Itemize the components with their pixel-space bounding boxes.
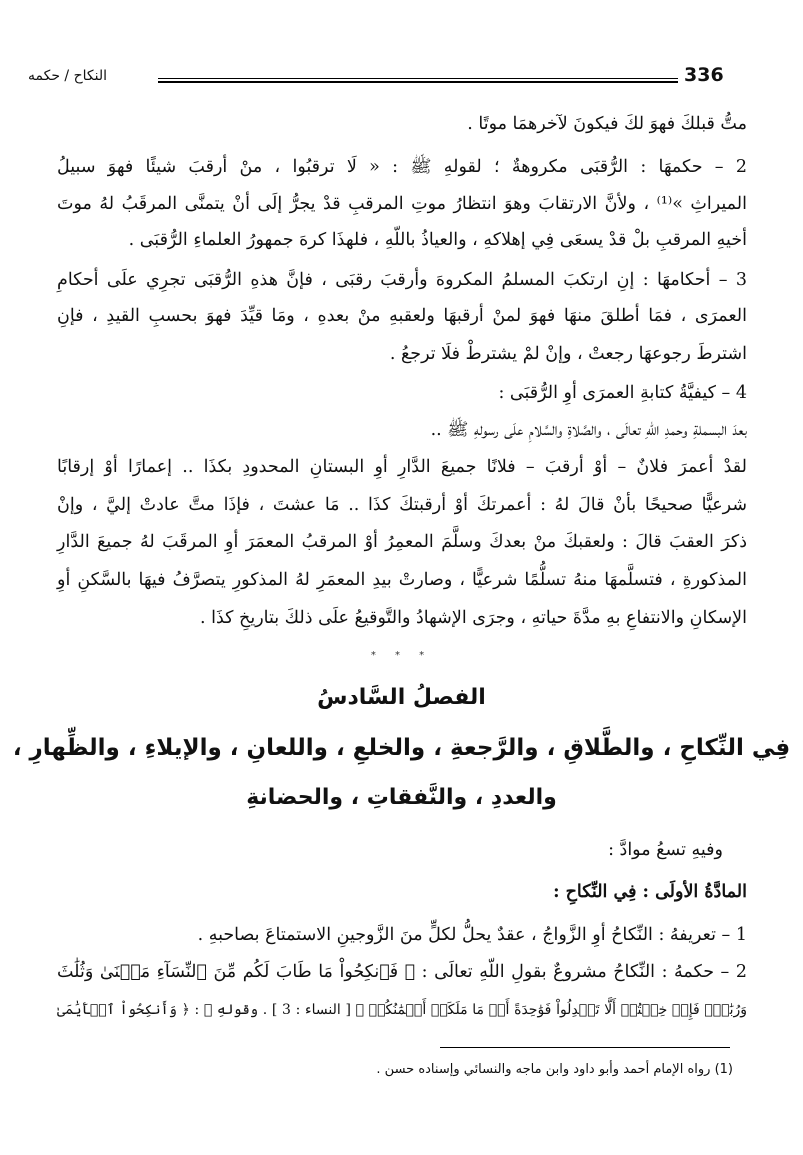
paragraph-line: أخيهِ المرقبِ بلْ قدْ يسعَى فِي إهلاكهِ ، والعياذُ باللّهِ ، فلهذَا كرهَ جمهورُ العلماءِ الرُّقبَى . (128, 230, 747, 250)
footnote-rule (440, 1047, 730, 1048)
paragraph-line: متُّ قبلكَ فهوَ لكَ فيكونَ لآخرهمَا موتًا . (467, 114, 747, 134)
section-separator: * * * (370, 650, 433, 661)
paragraph-line: 2 – حكمهَا : الرُّقبَى مكروهةٌ ؛ لقولهِ ﷺ : « لَا ترقبُوا ، منْ أرقبَ شيئًا فهوَ سبيلُ (57, 157, 747, 177)
chapter-title: الفصلُ السَّادسُ (317, 685, 486, 710)
footnote: (1) رواه الإمام أحمد وأبو داود وابن ماجه والنسائي وإسناده حسن . (376, 1062, 733, 1077)
page-number: 336 (684, 64, 724, 86)
paragraph-line: المذكورةِ ، فتسلَّمهَا منهُ تسلُّمًا شرعيًّا ، وصارتْ بيدِ المعمَرِ لهُ المذكورِ يتصرَّفُ فيهَا بالسَّكنِ أوِ (57, 570, 747, 590)
paragraph-line: 4 – كيفيَّةُ كتابةِ العمرَى أوِ الرُّقبَى : (498, 383, 747, 403)
paragraph-line: ذكرَ العقبَ قالَ : ولعقبكَ منْ بعدكَ وسلَّمَ المعمِرُ أوْ المرقبُ المعمَرَ أوِ المرقَبَ لهُ جميعَ الدَّارِ (57, 532, 747, 552)
paragraph-line: لقدْ أعمرَ فلانٌ – أوْ أرقبَ – فلانًا جميعَ الدَّارِ أوِ البستانِ المحدودِ بكذَا .. إعمارًا أوْ إرقابًا (57, 457, 747, 477)
chapter-subtitle: والعددِ ، والنَّفقاتِ ، والحضانةِ (246, 785, 557, 810)
paragraph-line: وَرُبَٰعَۖ فَإِنۡ خِفۡتُمۡ أَلَّا تَعۡدِلُواْ فَوَٰحِدَةً أَوۡ مَا مَلَكَتۡ أَيۡمَٰنُكُمۡ ﴾ [ النساء : 3 ] . وقولهِ ﷺ : ﴿ وَأَنكِحُواْ ٱلۡأَيَٰمَىٰ (57, 1002, 747, 1018)
paragraph-line: 2 – حكمهُ : النِّكاحُ مشروعٌ بقولِ اللّهِ تعالَى : ﴿ فَٱنكِحُواْ مَا طَابَ لَكُم مِّنَ ٱلنِّسَآءِ مَثۡنَىٰ وَثُلَٰثَ (57, 962, 747, 982)
chapter-subtitle: فِي النِّكاحِ ، والطَّلاقِ ، والرَّجعةِ ، والخلعِ ، واللعانِ ، والإيلاءِ ، والظِّهارِ ، (12, 735, 791, 761)
paragraph-line: بعدَ البسملةِ وحمدِ اللّهِ تعالَى ، والصَّلاةِ والسَّلامِ علَى رسولهِ ﷺ .. (430, 420, 747, 440)
section-intro: وفيهِ تسعُ موادَّ : (608, 840, 723, 860)
paragraph-line: 1 – تعريفهُ : النِّكاحُ أوِ الزَّواجُ ، عقدٌ يحلُّ لكلٍّ منَ الزَّوجينِ الاستمتاعَ بصاحبهِ . (197, 925, 747, 945)
section-heading: المادَّةُ الأولَى : فِي النِّكاحِ : (553, 882, 747, 902)
paragraph-line: العمرَى ، فمَا أطلقَ منهَا فهوَ لمنْ أرقبهَا ولعقبهِ منْ بعدهِ ، ومَا قيِّدَ فهوَ بحسبِ القيدِ ، فإنِ (57, 306, 747, 326)
paragraph-line: 3 – أحكامهَا : إنِ ارتكبَ المسلمُ المكروهَ وأرقبَ رقبَى ، فإنَّ هذهِ الرُّقبَى تجرِي علَى أحكامِ (57, 270, 747, 290)
paragraph-line: شرعيًّا صحيحًا بأنْ قالَ لهُ : أعمرتكَ أوْ أرقبتكَ كذَا .. مَا عشتَ ، فإذَا متَّ عادتْ إليَّ ، وإنْ (57, 495, 747, 515)
header-rule-thick (158, 81, 678, 83)
paragraph-line: الإسكانِ والانتفاعِ بهِ مدَّةَ حياتهِ ، وجرَى الإشهادُ والتَّوقيعُ علَى ذلكَ بتاريخِ كذَا . (199, 608, 747, 628)
header-rule (158, 78, 678, 79)
paragraph-line: الميراثِ »⁽¹⁾ ، ولأنَّ الارتقابَ وهوَ انتظارُ موتِ المرقبِ قدْ يجرُّ إلَى أنْ يتمنَّى المرقَبُ لهُ موتَ (57, 194, 747, 214)
page-header (28, 64, 744, 92)
paragraph-line: اشترطَ رجوعهَا رجعتْ ، وإنْ لمْ يشترطْ فلَا ترجعُ . (389, 344, 747, 364)
running-title: النكاح / حكمه (28, 68, 108, 84)
